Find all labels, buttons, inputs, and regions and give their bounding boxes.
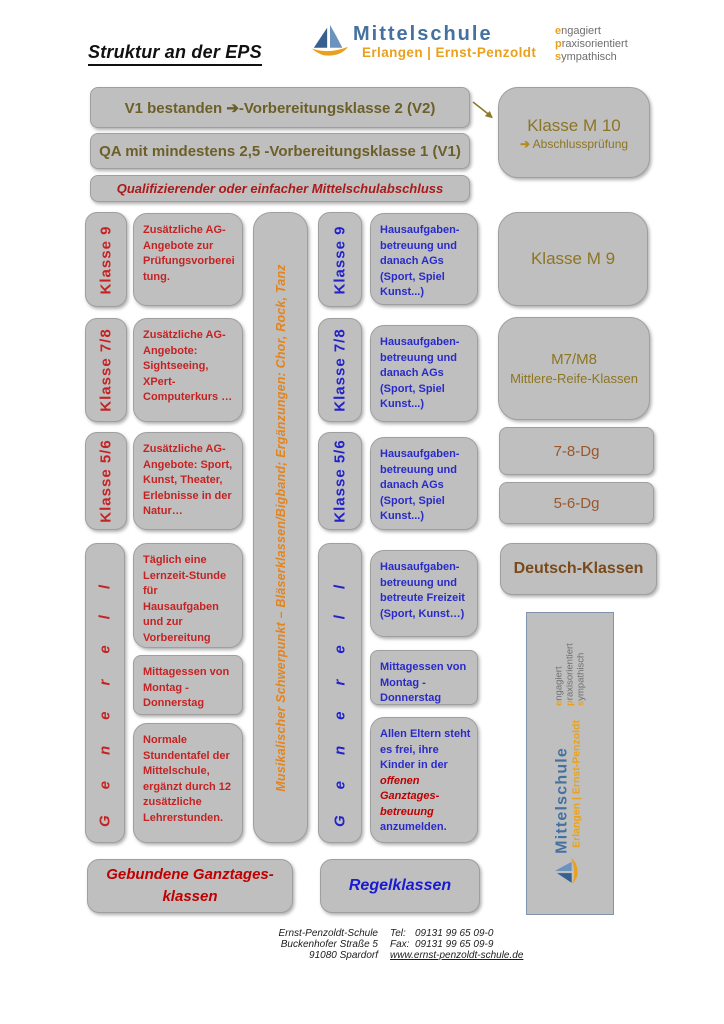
gebundene-ganztagesklassen-label: Gebundene Ganztages-klassen (106, 866, 274, 905)
left-generell-item-mittagessen: Mittagessen von Montag - Donnerstag (133, 655, 243, 715)
flow-box-v1-label: QA mit mindestens 2,5 -Vorbereitungsklasse 1 (V1) (99, 142, 461, 160)
klasse-m10-sub: ➔ Abschlussprüfung (519, 136, 629, 151)
left-klasse78-label: Klasse 7/8 (97, 328, 115, 412)
box-regelklassen (320, 859, 480, 913)
box-gebundene-ganztagesklassen (87, 859, 293, 913)
music-focus-label: Musikalischer Schwerpunkt – Bläserklassen/Bigband; Ergänzungen: Chor, Rock, Tanz (273, 263, 288, 792)
flow-arrow-icon (470, 98, 500, 128)
vertical-school-motto: engagiert praxisorientiert sympathisch (553, 642, 587, 706)
right-klasse9-label: Klasse 9 (331, 225, 349, 294)
logo-subtitle: Erlangen | Ernst-Penzoldt (362, 45, 537, 60)
deutsch-klassen-label: Deutsch-Klassen (513, 560, 644, 577)
right-klasse56-label-box (318, 432, 362, 530)
school-motto (555, 25, 628, 64)
left-generell-label-box (85, 543, 125, 843)
right-generell-item-betreuung: Hausaufgaben-betreuung und betreute Freizeit (Sport, Kunst…) (370, 550, 478, 637)
vertical-school-logo: Mittelschule Erlangen | Ernst-Penzoldt (554, 720, 587, 885)
left-klasse78-desc: Zusätzliche AG-Angebote: Sightseeing, XPert-Computerkurs … (133, 318, 243, 422)
dg-7-8-label: 7-8-Dg (553, 442, 600, 460)
right-klasse78-desc: Hausaufgaben-betreuung und danach AGs (Sport, Spiel Kunst...) (370, 325, 478, 422)
page-title: Struktur an der EPS (88, 42, 262, 66)
m7-m8-sublabel: Mittlere-Reife-Klassen (510, 371, 638, 386)
left-generell-item-lernzeit: Täglich eine Lernzeit-Stunde für Hausaufgaben und zur Vorbereitung (133, 543, 243, 648)
flow-box-abschluss (90, 175, 470, 202)
left-klasse78-label-box (85, 318, 127, 422)
right-klasse56-label: Klasse 5/6 (331, 439, 349, 523)
regelklassen-label: Regelklassen (348, 877, 452, 894)
dg-5-6-label: 5-6-Dg (553, 494, 600, 512)
m7-m8-label: M7/M8 (551, 351, 597, 368)
right-klasse56-desc: Hausaufgaben-betreuung und danach AGs (Sport, Spiel Kunst...) (370, 437, 478, 530)
left-generell-label: Generell (96, 558, 114, 828)
right-generell-item-eltern: Allen Eltern steht es frei, ihre Kinder in der offenen Ganztages-betreuung anzumelden. (370, 717, 478, 843)
flow-box-abschluss-label: Qualifizierender oder einfacher Mittelschulabschluss (116, 181, 444, 196)
klasse-m9-label: Klasse M 9 (530, 249, 616, 268)
footer-tel: Tel: 09131 99 65 09-0 (390, 928, 494, 939)
box-m7-m8 (498, 317, 650, 420)
right-klasse9-label-box (318, 212, 362, 307)
flow-box-v1 (90, 133, 470, 169)
school-logo (311, 23, 536, 66)
box-klasse-m9 (498, 212, 648, 306)
sailboat-icon (311, 23, 349, 66)
left-generell-item-stundentafel: Normale Stundentafel der Mittelschule, ergänzt durch 12 zusätzliche Lehrerstunden. (133, 723, 243, 843)
box-5-6-dg (499, 482, 654, 524)
motto-line: sympathisch (555, 51, 617, 63)
footer-fax: Fax: 09131 99 65 09-9 (390, 938, 494, 950)
sailboat-icon (554, 856, 587, 884)
left-klasse56-label-box (85, 432, 127, 530)
right-generell-item-mittagessen: Mittagessen von Montag - Donnerstag (370, 650, 478, 705)
arrow-icon: ➔ (519, 136, 530, 151)
website-link[interactable]: www.ernst-penzoldt-schule.de (390, 949, 524, 961)
music-focus-box (253, 212, 308, 843)
left-klasse56-desc: Zusätzliche AG-Angebote: Sport, Kunst, Theater, Erlebnisse in der Natur… (133, 432, 243, 530)
right-generell-label: Generell (331, 558, 349, 828)
box-7-8-dg (499, 427, 654, 475)
flow-box-v2 (90, 87, 470, 128)
right-klasse78-label-box (318, 318, 362, 422)
vertical-logo-box (526, 612, 614, 915)
flow-box-v2-label: V1 bestanden ➔-Vorbereitungsklasse 2 (V2) (124, 99, 436, 117)
box-deutsch-klassen (500, 543, 657, 595)
footer-address: Ernst-Penzoldt-Schule Buckenhofer Straße 5 91080 Spardorf (278, 928, 378, 961)
footer-contact (390, 929, 530, 961)
right-klasse9-desc: Hausaufgaben-betreuung und danach AGs (Sport, Spiel Kunst...) (370, 213, 478, 305)
left-klasse9-desc: Zusätzliche AG-Angebote zur Prüfungsvorbereitung. (133, 213, 243, 306)
left-klasse9-label-box (85, 212, 127, 307)
right-generell-label-box (318, 543, 362, 843)
left-klasse9-label: Klasse 9 (97, 225, 115, 294)
klasse-m10-label: Klasse M 10 (527, 115, 621, 135)
motto-line: engagiert (555, 25, 601, 37)
logo-name: Mittelschule (353, 23, 493, 45)
box-klasse-m10 (498, 87, 650, 178)
left-klasse56-label: Klasse 5/6 (97, 439, 115, 523)
motto-line: praxisorientiert (555, 38, 628, 50)
offene-ganztagesbetreuung-emphasis: offenen Ganztages-betreuung (380, 774, 440, 818)
right-klasse78-label: Klasse 7/8 (331, 328, 349, 412)
